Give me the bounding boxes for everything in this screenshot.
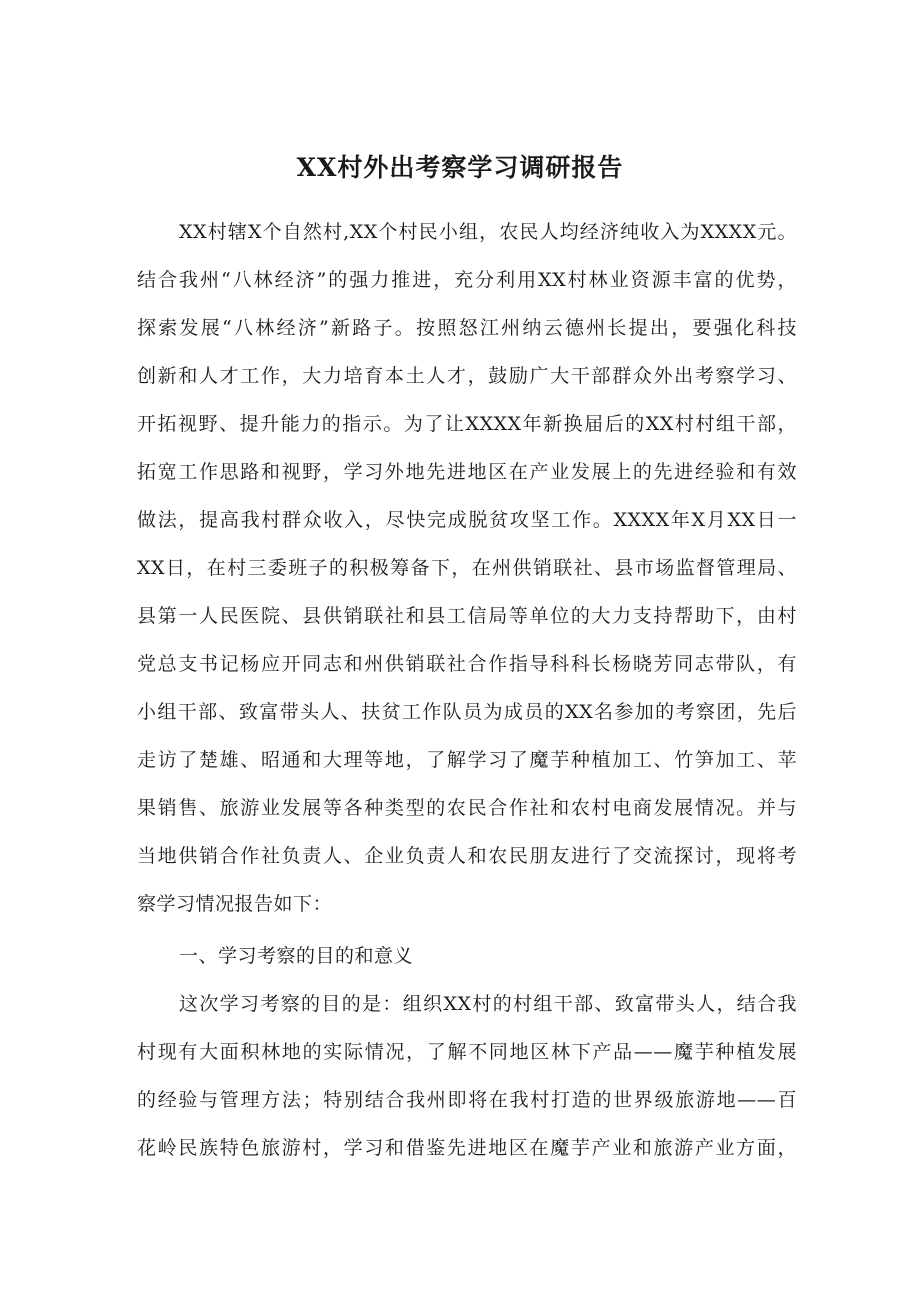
paragraph-line: 做法，提高我村群众收入，尽快完成脱贫攻坚工作。XXXX年X月XX日一 — [137, 509, 797, 531]
document-title: XX村外出考察学习调研报告 — [296, 153, 624, 182]
paragraph-line: 探索发展“八林经济”新路子。按照怒江州纳云德州长提出，要强化科技 — [137, 317, 797, 339]
paragraph-line: 察学习情况报告如下： — [137, 893, 333, 915]
section-heading: 一、学习考察的目的和意义 — [179, 945, 414, 967]
paragraph-line: 拓宽工作思路和视野，学习外地先进地区在产业发展上的先进经验和有效 — [137, 461, 797, 483]
paragraph-line: XX日，在村三委班子的积极筹备下，在州供销联社、县市场监督管理局、 — [137, 557, 797, 579]
paragraph-line: 小组干部、致富带头人、扶贫工作队员为成员的XX名参加的考察团，先后 — [137, 701, 797, 723]
paragraph-1 — [137, 208, 797, 928]
paragraph-2 — [137, 980, 797, 1172]
paragraph-line: 这次学习考察的目的是：组织XX村的村组干部、致富带头人，结合我 — [179, 993, 797, 1015]
paragraph-line: 结合我州“八林经济”的强力推进，充分利用XX村林业资源丰富的优势， — [137, 269, 797, 291]
paragraph-line: 当地供销合作社负责人、企业负责人和农民朋友进行了交流探讨，现将考 — [137, 845, 797, 867]
paragraph-line: XX村辖X个自然村,XX个村民小组，农民人均经济纯收入为XXXX元。 — [179, 221, 797, 243]
paragraph-line: 创新和人才工作，大力培育本土人才，鼓励广大干部群众外出考察学习、 — [137, 365, 797, 387]
paragraph-line: 村现有大面积林地的实际情况，了解不同地区林下产品——魔芋种植发展 — [137, 1041, 797, 1063]
paragraph-line: 县第一人民医院、县供销联社和县工信局等单位的大力支持帮助下，由村 — [137, 605, 797, 627]
paragraph-line: 的经验与管理方法；特别结合我州即将在我村打造的世界级旅游地——百 — [137, 1089, 797, 1111]
paragraph-line: 开拓视野、提升能力的指示。为了让XXXX年新换届后的XX村村组干部， — [137, 413, 797, 435]
paragraph-line: 果销售、旅游业发展等各种类型的农民合作社和农村电商发展情况。并与 — [137, 797, 797, 819]
paragraph-line: 花岭民族特色旅游村，学习和借鉴先进地区在魔芋产业和旅游产业方面， — [137, 1137, 797, 1159]
paragraph-line: 党总支书记杨应开同志和州供销联社合作指导科科长杨晓芳同志带队，有 — [137, 653, 797, 675]
paragraph-line: 走访了楚雄、昭通和大理等地，了解学习了魔芋种植加工、竹笋加工、苹 — [137, 749, 797, 771]
